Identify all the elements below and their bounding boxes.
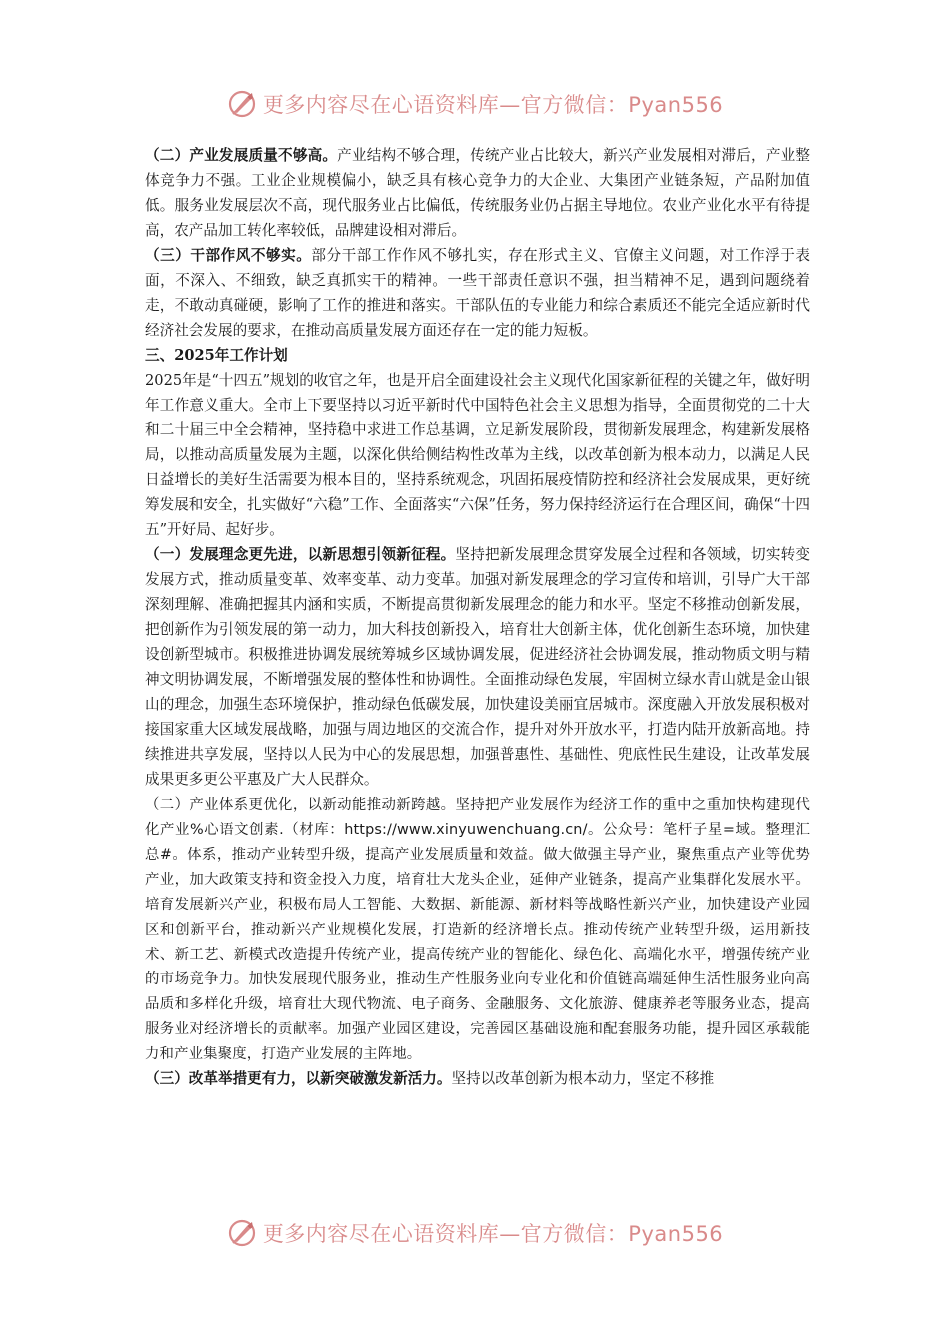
watermark-banner-bottom (0, 1213, 950, 1253)
issue-paragraph-2 (145, 144, 810, 244)
document-body (145, 144, 810, 1092)
plan-intro-paragraph: 2025年是“十四五”规划的收官之年，也是开启全面建设社会主义现代化国家新征程的关键之年，做好明年工作意义重大。全市上下要坚持以习近平新时代中国特色社会主义思想为指导，全面贯彻党的二十大和二十届三中全会精神，坚持稳中求进工作总基调，立足新发展阶段，贯彻新发展理念，构建新发展格局，以推动高质量发展为主题，以深化供给侧结构性改革为主线，以改革创新为根本动力，以满足人民日益增长的美好生活需要为根本目的，坚持系统观念，巩固拓展疫情防控和经济社会发展成果，更好统筹发展和安全，扎实做好“六稳”工作、全面落实“六保”任务，努力保持经济运行在合理区间，确保“十四五”开好局、起好步。 (145, 371, 811, 539)
plan-item-1 (145, 543, 810, 793)
issue-paragraph-3-lead: （三）干部作风不够实。 (145, 246, 312, 264)
quill-logo-icon (227, 89, 257, 119)
plan-item-3-body: 坚持以改革创新为根本动力，坚定不移推 (451, 1070, 715, 1088)
plan-item-3 (145, 1067, 810, 1092)
watermark-text-top: 更多内容尽在心语资料库—官方微信：Pyan556 (262, 93, 724, 117)
section-heading: 三、2025年工作计划 (145, 346, 288, 364)
issue-paragraph-3-body: 部分干部工作作风不够扎实，存在形式主义、官僚主义问题，对工作浮于表面，不深入、不细致，缺乏真抓实干的精神。一些干部责任意识不强，担当精神不足，遇到问题绕着走，不敢动真碰硬，影响了工作的推进和落实。干部队伍的专业能力和综合素质还不能完全适应新时代经济社会发展的要求，在推动高质量发展方面还存在一定的能力短板。 (145, 246, 810, 339)
watermark-text-bottom: 更多内容尽在心语资料库—官方微信：Pyan556 (262, 1222, 724, 1246)
issue-paragraph-2-lead: （二）产业发展质量不够高。 (145, 147, 338, 164)
plan-item-1-body: 坚持把新发展理念贯穿发展全过程和各领域，切实转变发展方式，推动质量变革、效率变革、动力变革。加强对新发展理念的学习宣传和培训，引导广大干部深刻理解、准确把握其内涵和实质，不断提高贯彻新发展理念的能力和水平。坚定不移推动创新发展，把创新作为引领发展的第一动力，加大科技创新投入，培育壮大创新主体，优化创新生态环境，加快建设创新型城市。积极推进协调发展统筹城乡区域协调发展，促进经济社会协调发展，推动物质文明与精神文明协调发展，不断增强发展的整体性和协调性。全面推动绿色发展，牢固树立绿水青山就是金山银山的理念，加强生态环境保护，推动绿色低碳发展，加快建设美丽宜居城市。深度融入开放发展积极对接国家重大区域发展战略，加强与周边地区的交流合作，提升对外开放水平，打造内陆开放新高地。持续推进共享发展，坚持以人民为中心的发展思想，加强普惠性、基础性、兜底性民生建设，让改革发展成果更多更公平惠及广大人民群众。 (145, 546, 810, 788)
watermark-banner-top (0, 84, 950, 124)
issue-paragraph-2-body: 产业结构不够合理，传统产业占比较大，新兴产业发展相对滞后，产业整体竞争力不强。工业企业规模偏小，缺乏具有核心竞争力的大企业、大集团产业链条短，产品附加值低。服务业发展层次不高，现代服务业占比偏低，传统服务业仍占据主导地位。农业产业化水平有待提高，农产品加工转化率较低，品牌建设相对滞后。 (145, 147, 810, 239)
plan-item-3-lead: （三）改革举措更有力，以新突破激发新活力。 (145, 1070, 452, 1088)
issue-paragraph-3 (145, 244, 810, 344)
quill-logo-icon (227, 1218, 257, 1248)
plan-item-2: （二）产业体系更优化，以新动能推动新跨越。坚持把产业发展作为经济工作的重中之重加快构建现代化产业%心语文创素.（材库：https://www.xinyuwenchuang.cn/。公众号：笔杆子星=域。整理汇总#。体系，推动产业转型升级，提高产业发展质量和效益。做大做强主导产业，聚焦重点产业等优势产业，加大政策支持和资金投入力度，培育壮大龙头企业，延伸产业链条，提高产业集群化发展水平。培育发展新兴产业，积极布局人工智能、大数据、新能源、新材料等战略性新兴产业，加快建设产业园区和创新平台，推动新兴产业规模化发展，打造新的经济增长点。推动传统产业转型升级，运用新技术、新工艺、新模式改造提升传统产业，提高传统产业的智能化、绿色化、高端化水平，增强传统产业的市场竞争力。加快发展现代服务业，推动生产性服务业向专业化和价值链高端延伸生活性服务业向高品质和多样化升级，培育壮大现代物流、电子商务、金融服务、文化旅游、健康养老等服务业态，提高服务业对经济增长的贡献率。加强产业园区建设，完善园区基础设施和配套服务功能，提升园区承载能力和产业集聚度，打造产业发展的主阵地。 (145, 796, 810, 1063)
plan-item-1-lead: （一）发展理念更先进，以新思想引领新征程。 (145, 546, 456, 564)
